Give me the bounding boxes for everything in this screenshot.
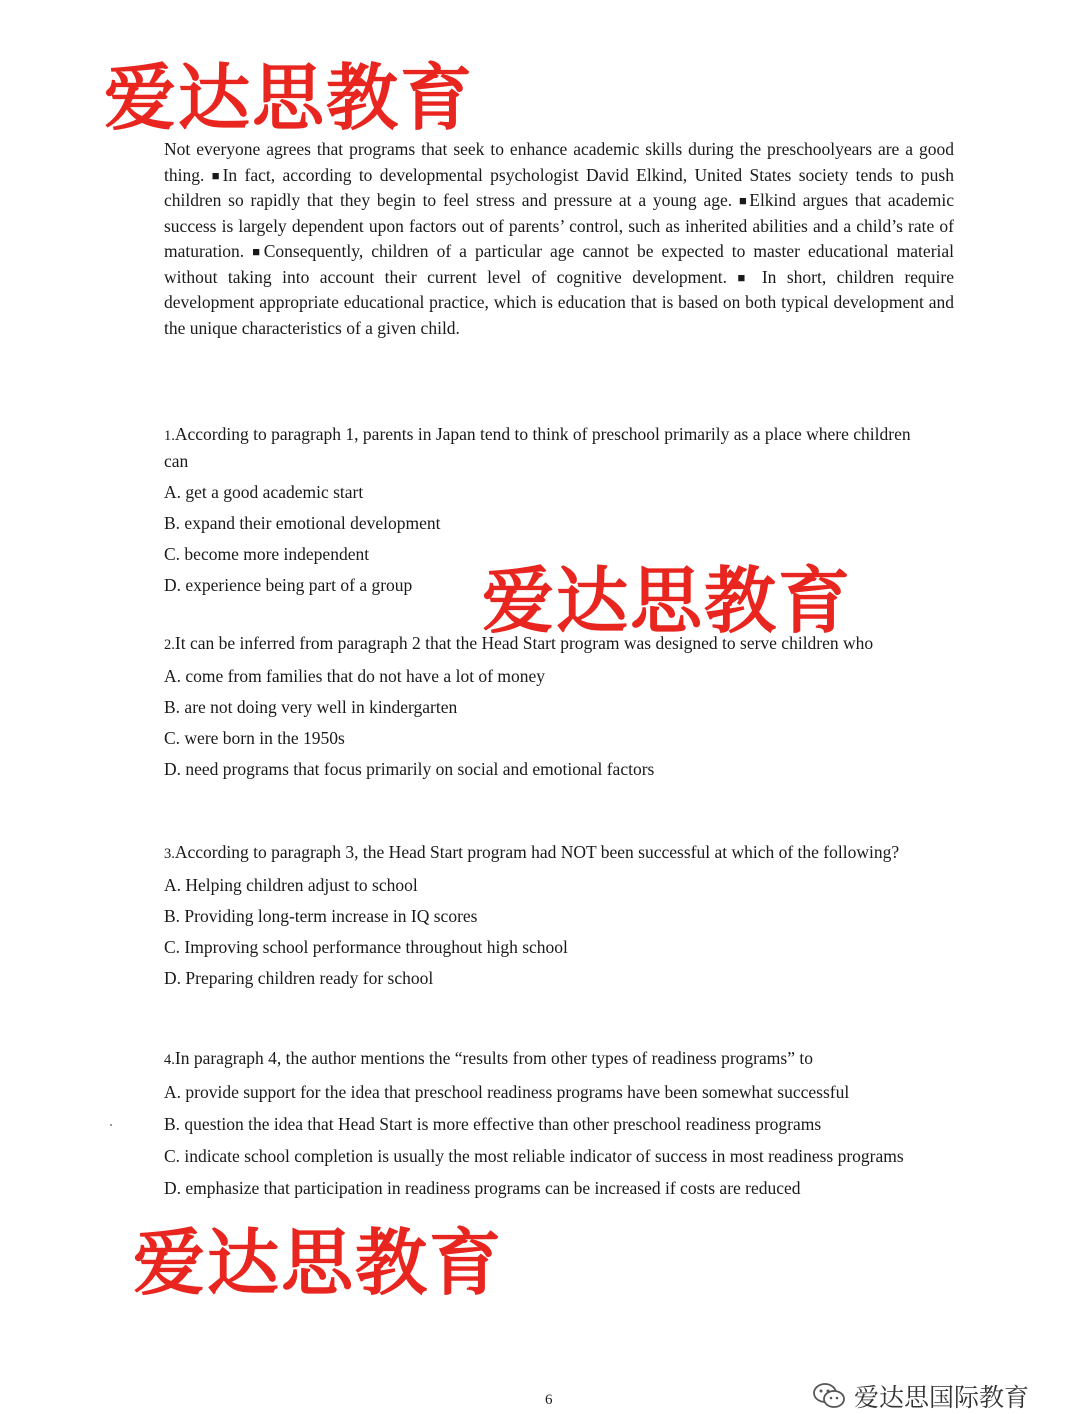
reading-passage [164,137,954,341]
wechat-icon [812,1382,846,1410]
question-stem: 2.It can be inferred from paragraph 2 that the Head Start program was designed to serve children who [164,633,874,653]
answer-option-a[interactable]: A. provide support for the idea that preschool readiness programs have been somewhat successful [164,1082,850,1102]
answer-option-b[interactable]: B. expand their emotional development [164,513,441,533]
answer-option-d[interactable]: D. need programs that focus primarily on social and emotional factors [164,759,655,779]
answer-option-c[interactable]: C. become more independent [164,544,370,564]
question-number: 2. [164,637,175,653]
question-stem: 3.According to paragraph 3, the Head Start program had NOT been successful at which of the following? [164,842,900,862]
footer-brand [812,1378,1029,1414]
page-number: 6 [545,1392,553,1408]
answer-option-c[interactable]: C. Improving school performance throughout high school [164,937,568,957]
stray-dot [110,1124,112,1126]
insertion-marker[interactable]: ■ [211,167,223,183]
watermark-logo: 爱达思教育 [104,56,475,140]
passage-sentence: Not everyone agrees that programs that seek to enhance academic skills during the preschoolyears are a good thing. [164,139,954,185]
answer-option-b[interactable]: B. Providing long-term increase in IQ scores [164,906,478,926]
question-3 [164,840,934,991]
answer-option-a[interactable]: A. get a good academic start [164,482,364,502]
question-number: 1. [164,428,175,444]
question-stem: 1.According to paragraph 1, parents in Japan tend to think of preschool primarily as a place where children can [164,424,911,471]
answer-option-a[interactable]: A. Helping children adjust to school [164,875,418,895]
answer-option-d[interactable]: D. experience being part of a group [164,575,413,595]
question-number: 3. [164,846,175,862]
question-4 [164,1046,934,1201]
watermark-logo: 爱达思教育 [133,1221,504,1305]
answer-option-b[interactable]: B. question the idea that Head Start is more effective than other preschool readiness programs [164,1114,822,1134]
question-number: 4. [164,1052,175,1068]
insertion-marker[interactable]: ■ [737,269,752,285]
passage-sentence: In fact, according to developmental psychologist David Elkind, United States society tends to push children so rapidly that they begin to feel stress and pressure at a young age. [164,164,954,210]
passage-sentence: In short, children require development appropriate educational practice, which is education that is based on both typical development and the unique characteristics of a given child. [164,266,955,338]
question-2 [164,631,934,782]
insertion-marker[interactable]: ■ [738,193,750,208]
answer-option-c[interactable]: C. were born in the 1950s [164,728,345,748]
watermark-logo: 爱达思教育 [482,559,853,643]
answer-option-b[interactable]: B. are not doing very well in kindergarten [164,697,458,717]
footer-brand-name: 爱达思国际教育 [854,1383,1030,1412]
question-stem: 4.In paragraph 4, the author mentions the “results from other types of readiness programs” to [164,1048,813,1068]
passage-sentence: Elkind argues that academic success is largely dependent upon factors out of parents’ control, such as inherited abilities and a child’s rate of maturation. [164,190,954,261]
answer-option-a[interactable]: A. come from families that do not have a lot of money [164,666,546,686]
insertion-marker[interactable]: ■ [252,244,264,259]
answer-option-d[interactable]: D. Preparing children ready for school [164,968,434,988]
answer-option-c[interactable]: C. indicate school completion is usually the most reliable indicator of success in most readiness programs [164,1146,904,1166]
answer-option-d[interactable]: D. emphasize that participation in readiness programs can be increased if costs are reduced [164,1178,801,1198]
passage-sentence: Consequently, children of a particular age cannot be expected to master educational material without taking into account their current level of cognitive development. [164,241,955,287]
